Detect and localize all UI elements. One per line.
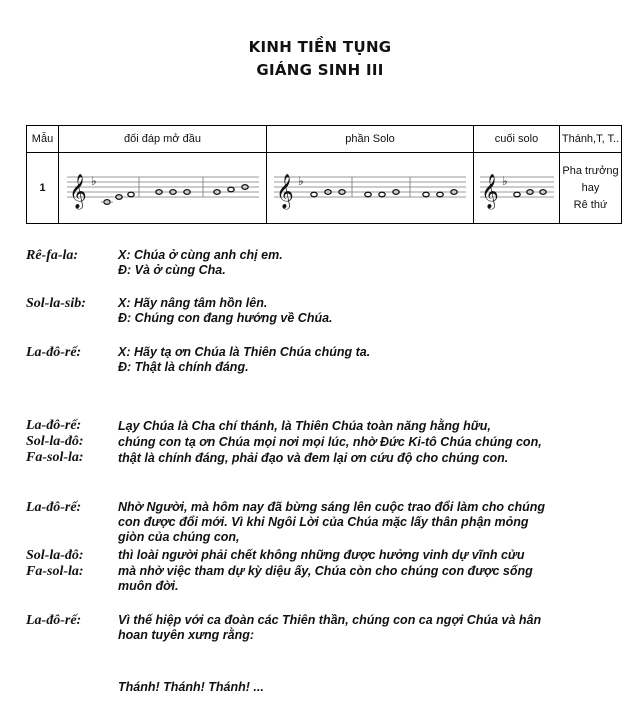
dialogue-2-line-d: Đ: Chúng con đang hướng về Chúa.	[118, 311, 333, 325]
section1-line-2: chúng con tạ ơn Chúa mọi nơi mọi lúc, nhờ Đức Ki-tô Chúa chúng con,	[118, 435, 542, 449]
dialogue-1-line-x: X: Chúa ở cùng anh chị em.	[118, 248, 283, 262]
staff-solo	[267, 153, 474, 224]
music-staff-solo	[270, 163, 470, 213]
svg-text:𝄞: 𝄞	[68, 174, 87, 209]
sanctus-ending: Thánh! Thánh! Thánh! ...	[118, 680, 264, 694]
section1-label-3: Fa-sol-la:	[26, 450, 84, 465]
header-thanh: Thánh,T, T..	[560, 126, 622, 153]
section2-label-1: La-đô-rế:	[26, 500, 82, 515]
dialogue-1-label: Rê-fa-la:	[26, 248, 79, 263]
section1-line-3: thật là chính đáng, phải đạo và đem lại ơn cứu độ cho chúng con.	[118, 451, 509, 465]
section2-line-5: mà nhờ việc tham dự kỳ diệu ấy, Chúa còn cho chúng con được sống	[118, 564, 533, 578]
title-line-2: GIÁNG SINH III	[256, 61, 384, 79]
svg-text:𝄞: 𝄞	[480, 174, 499, 209]
music-staff-end	[477, 163, 557, 213]
dialogue-3-line-x: X: Hãy tạ ơn Chúa là Thiên Chúa chúng ta.	[118, 345, 371, 359]
dialogue-3-label: La-đô-rế:	[26, 345, 82, 360]
svg-text:♭: ♭	[90, 174, 97, 188]
section2-label-2: Sol-la-đô:	[26, 548, 84, 563]
section3-label: La-đô-rế:	[26, 613, 82, 628]
row-number: 1	[27, 153, 59, 224]
header-cuoi-solo: cuối solo	[474, 126, 560, 153]
section2-line-1: Nhờ Người, mà hôm nay đã bừng sáng lên cuộc trao đổi làm cho chúng	[118, 500, 546, 514]
key-comment-line: Rê thứ	[573, 198, 608, 211]
section3-line-2: hoan tuyên xưng rằng:	[118, 628, 255, 642]
section2-line-4: thì loài người phải chết không những được hưởng vinh dự vĩnh cửu	[118, 548, 525, 562]
section2-label-3: Fa-sol-la:	[26, 564, 84, 579]
svg-text:𝄞: 𝄞	[276, 174, 294, 209]
section1-line-1: Lạy Chúa là Cha chí thánh, là Thiên Chúa toàn năng hằng hữu,	[118, 419, 491, 433]
staff-end-solo	[474, 153, 560, 224]
key-comment-line: hay	[581, 181, 600, 194]
header-mau: Mẫu	[27, 126, 59, 153]
dialogue-3-line-d: Đ: Thật là chính đáng.	[118, 360, 249, 374]
section2-line-2: con được đổi mới. Vì khi Ngôi Lời của Chúa mặc lấy thân phận mỏng	[118, 515, 529, 529]
key-comment	[560, 153, 622, 224]
title-line-1: KINH TIỀN TỤNG	[248, 38, 392, 56]
section2-line-3: giòn của chúng con,	[118, 530, 240, 544]
key-comment-line: Pha trưởng	[562, 164, 619, 177]
section3-line-1: Vì thế hiệp với ca đoàn các Thiên thần, chúng con ca ngợi Chúa và hân	[118, 613, 542, 627]
staff-opening	[59, 153, 267, 224]
section2-line-6: muôn đời.	[118, 579, 179, 593]
melody-table	[26, 125, 622, 224]
music-staff-opening	[63, 163, 263, 213]
header-solo: phần Solo	[267, 126, 474, 153]
svg-text:♭: ♭	[501, 174, 508, 188]
dialogue-2-line-x: X: Hãy nâng tâm hồn lên.	[118, 296, 268, 310]
header-doi-dap: đối đáp mở đầu	[59, 126, 267, 153]
svg-text:♭: ♭	[298, 174, 304, 188]
section1-label-1: La-đô-rế:	[26, 418, 82, 433]
dialogue-2-label: Sol-la-sib:	[26, 296, 86, 311]
section1-label-2: Sol-la-đô:	[26, 434, 84, 449]
dialogue-1-line-d: Đ: Và ở cùng Cha.	[118, 263, 226, 277]
